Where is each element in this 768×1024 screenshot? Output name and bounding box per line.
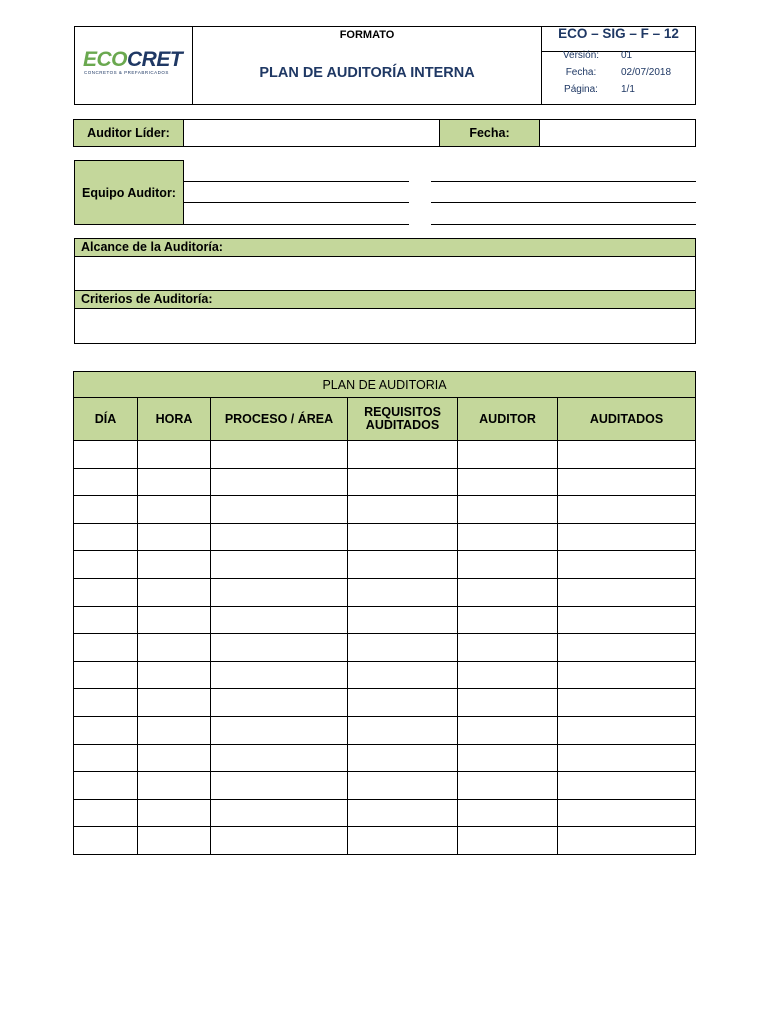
table-cell[interactable] [211,827,348,855]
table-row [74,827,696,855]
table-cell[interactable] [458,827,558,855]
table-cell[interactable] [348,772,458,800]
table-row [74,551,696,579]
table-cell[interactable] [211,441,348,469]
table-cell[interactable] [348,716,458,744]
meta-label: Versión: [562,50,600,61]
table-cell[interactable] [211,772,348,800]
table-cell[interactable] [458,716,558,744]
table-cell[interactable] [348,661,458,689]
logo-tagline: CONCRETOS & PREFABRICADOS [84,70,169,75]
lead-auditor-field[interactable] [183,119,440,147]
table-cell[interactable] [558,799,696,827]
table-cell[interactable] [74,634,138,662]
table-cell[interactable] [211,744,348,772]
logo-brand-left: ECO [83,48,128,71]
logo-cell [75,27,193,104]
plan-title-row [74,372,696,398]
table-cell[interactable] [74,441,138,469]
table-cell[interactable] [558,744,696,772]
meta-value: 01 [621,50,633,61]
table-row [74,578,696,606]
table-cell[interactable] [138,689,211,717]
plan-header-row [74,398,696,441]
table-cell[interactable] [348,689,458,717]
table-row [74,689,696,717]
table-cell[interactable] [138,827,211,855]
table-cell[interactable] [74,716,138,744]
table-cell[interactable] [458,468,558,496]
meta-label: Página: [564,84,598,95]
table-cell[interactable] [138,551,211,579]
table-cell[interactable] [138,523,211,551]
table-cell[interactable] [211,634,348,662]
table-cell[interactable] [74,468,138,496]
table-cell[interactable] [138,634,211,662]
date-label [439,119,540,147]
team-line-left-3[interactable] [184,224,409,225]
table-cell[interactable] [458,772,558,800]
table-cell[interactable] [74,772,138,800]
meta-row-page [542,84,695,101]
scope-field[interactable] [74,256,696,291]
audit-team-label: Equipo Auditor: [74,160,184,225]
table-cell[interactable] [211,496,348,524]
table-cell[interactable] [211,689,348,717]
table-cell[interactable] [74,523,138,551]
formato-label: FORMATO [339,29,395,41]
table-cell[interactable] [458,661,558,689]
scope-header: Alcance de la Auditoría: [74,238,696,257]
table-row [74,661,696,689]
table-cell[interactable] [138,441,211,469]
column-header-hora: HORA [138,398,211,441]
table-cell[interactable] [558,827,696,855]
table-cell[interactable] [74,661,138,689]
table-cell[interactable] [458,523,558,551]
table-cell[interactable] [74,689,138,717]
table-cell[interactable] [74,496,138,524]
table-cell[interactable] [138,744,211,772]
table-cell[interactable] [558,441,696,469]
table-cell[interactable] [558,578,696,606]
table-cell[interactable] [348,606,458,634]
table-cell[interactable] [211,661,348,689]
table-cell[interactable] [558,523,696,551]
table-cell[interactable] [558,689,696,717]
meta-value: 1/1 [621,84,635,95]
table-cell[interactable] [348,634,458,662]
table-row [74,523,696,551]
meta-label: Fecha: [565,67,597,78]
column-header-auditor: AUDITOR [458,398,558,441]
table-cell[interactable] [558,772,696,800]
table-row [74,634,696,662]
criteria-header: Criterios de Auditoría: [74,290,696,309]
column-header-proceso: PROCESO / ÁREA [211,398,348,441]
table-cell[interactable] [348,441,458,469]
table-cell[interactable] [74,551,138,579]
meta-row-version [542,50,695,67]
plan-title: PLAN DE AUDITORIA [74,372,696,398]
table-cell[interactable] [348,551,458,579]
table-cell[interactable] [211,468,348,496]
team-line-right-3[interactable] [431,224,696,225]
table-cell[interactable] [558,661,696,689]
table-cell[interactable] [211,551,348,579]
table-cell[interactable] [211,606,348,634]
table-cell[interactable] [558,496,696,524]
table-cell[interactable] [138,578,211,606]
table-cell[interactable] [458,606,558,634]
audit-plan-table [73,371,696,855]
logo-brand-right: CRET [127,48,183,71]
document-header [74,26,696,105]
lead-auditor-label: Auditor Líder: [73,119,184,147]
table-cell[interactable] [348,496,458,524]
table-cell[interactable] [138,468,211,496]
plan-body [74,441,696,855]
table-cell[interactable] [458,551,558,579]
table-cell[interactable] [458,496,558,524]
table-cell[interactable] [558,606,696,634]
table-cell[interactable] [74,827,138,855]
column-header-auditados: AUDITADOS [558,398,696,441]
table-cell[interactable] [558,634,696,662]
table-cell[interactable] [348,827,458,855]
column-header-dia: DÍA [74,398,138,441]
table-cell[interactable] [458,744,558,772]
table-cell[interactable] [138,716,211,744]
table-cell[interactable] [348,578,458,606]
team-line-left-2[interactable] [184,202,409,203]
table-cell[interactable] [458,578,558,606]
table-cell[interactable] [211,799,348,827]
table-cell[interactable] [211,523,348,551]
table-cell[interactable] [138,772,211,800]
table-cell[interactable] [348,468,458,496]
team-line-left-1[interactable] [184,181,409,182]
table-cell[interactable] [458,441,558,469]
table-row [74,606,696,634]
team-line-right-2[interactable] [431,202,696,203]
table-cell[interactable] [211,716,348,744]
table-cell[interactable] [74,744,138,772]
criteria-field[interactable] [74,308,696,344]
date-label-text: Fecha: [469,126,510,140]
meta-row-date [542,67,695,84]
table-cell[interactable] [211,578,348,606]
table-row [74,772,696,800]
table-row [74,441,696,469]
table-cell[interactable] [558,716,696,744]
meta-value: 02/07/2018 [621,67,672,78]
table-cell[interactable] [138,496,211,524]
table-cell[interactable] [558,468,696,496]
company-logo [83,48,182,72]
table-cell[interactable] [138,606,211,634]
table-row [74,468,696,496]
table-cell[interactable] [348,744,458,772]
table-cell[interactable] [74,606,138,634]
table-cell[interactable] [74,799,138,827]
table-row [74,716,696,744]
table-cell[interactable] [458,799,558,827]
table-cell[interactable] [458,634,558,662]
table-cell[interactable] [348,799,458,827]
document-code: ECO – SIG – F – 12 [542,27,695,52]
table-cell[interactable] [138,661,211,689]
date-field[interactable] [539,119,696,147]
table-cell[interactable] [74,578,138,606]
team-line-right-1[interactable] [431,181,696,182]
title-cell [193,27,542,104]
table-cell[interactable] [348,523,458,551]
table-cell[interactable] [558,551,696,579]
table-row [74,496,696,524]
table-row [74,799,696,827]
table-row [74,744,696,772]
document-title: PLAN DE AUDITORÍA INTERNA [259,65,475,81]
column-header-requisitos: REQUISITOS AUDITADOS [348,398,458,441]
table-cell[interactable] [458,689,558,717]
code-cell [542,27,695,104]
table-cell[interactable] [138,799,211,827]
